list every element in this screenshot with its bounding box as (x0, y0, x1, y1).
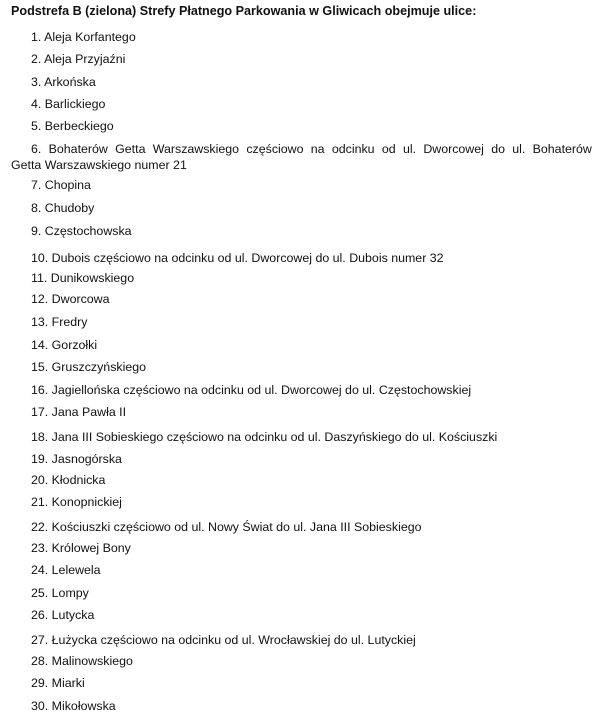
page-heading: Podstrefa B (zielona) Strefy Płatnego Parkowania w Gliwicach obejmuje ulice: (11, 4, 477, 18)
list-item-word: na (310, 142, 325, 156)
list-item-word: 6. (31, 142, 42, 156)
list-item (0, 472, 604, 488)
list-item-text: 5. Berbeckiego (31, 119, 114, 133)
list-item-text: 13. Fredry (31, 315, 88, 329)
list-item-text: 7. Chopina (31, 178, 91, 192)
list-item-text: 11. Dunikowskiego (31, 271, 135, 285)
list-item (0, 451, 604, 467)
list-item (0, 519, 604, 535)
list-item (0, 96, 604, 112)
list-item-text: 21. Konopnickiej (31, 495, 122, 509)
list-item-text: 20. Kłodnicka (31, 473, 106, 487)
list-item (0, 698, 604, 714)
list-item (0, 404, 604, 420)
list-item-text: 15. Gruszczyńskiego (31, 360, 147, 374)
list-item (0, 223, 604, 239)
list-item-line: Getta Warszawskiego numer 21 (11, 158, 187, 172)
list-item (0, 632, 604, 648)
list-item-word: Bohaterów (532, 142, 592, 156)
list-item-word: ul. (512, 142, 526, 156)
list-item-text: 16. Jagiellońska częściowo na odcinku od ul. Dworcowej do ul. Częstochowskiej (31, 383, 472, 397)
list-item-text: 12. Dworcowa (31, 292, 110, 306)
list-item (0, 270, 604, 286)
list-item-text: 10. Dubois częściowo na odcinku od ul. Dworcowej do ul. Dubois numer 32 (31, 251, 444, 265)
list-item-text: 9. Częstochowska (31, 224, 132, 238)
list-item-word: odcinku (331, 142, 375, 156)
list-item-text: 1. Aleja Korfantego (31, 30, 136, 44)
list-item-text: 22. Kościuszki częściowo od ul. Nowy Świat do ul. Jana III Sobieskiego (31, 520, 422, 534)
list-item-text: 24. Lelewela (31, 563, 101, 577)
list-item-text: 3. Arkońska (31, 75, 96, 89)
list-item (0, 314, 604, 330)
list-item (0, 675, 604, 691)
list-item-word: ul. (402, 142, 417, 156)
list-item-text: 14. Gorzołki (31, 338, 98, 352)
list-item-text: 8. Chudoby (31, 201, 95, 215)
list-item-word: Warszawskiego (152, 142, 240, 156)
list-item-text: 23. Królowej Bony (31, 541, 131, 555)
list-item-text: 19. Jasnogórska (31, 452, 122, 466)
list-item (0, 607, 604, 623)
list-item (0, 429, 604, 445)
list-item-text: 27. Łużycka częściowo na odcinku od ul. Wrocławskiej do ul. Lutyckiej (31, 633, 416, 647)
list-item-line (0, 141, 604, 157)
list-item (0, 291, 604, 307)
list-item (0, 118, 604, 134)
list-item-word: Bohaterów (48, 142, 108, 156)
list-item (0, 141, 604, 173)
list-item-word: do (491, 142, 505, 156)
list-item-word: Getta (115, 142, 146, 156)
list-item (0, 562, 604, 578)
list-item (0, 29, 604, 45)
list-item-text: 28. Malinowskiego (31, 654, 133, 668)
list-item (0, 250, 604, 266)
list-item-word: częściowo (246, 142, 304, 156)
list-item-text: 4. Barlickiego (31, 97, 106, 111)
list-item (0, 382, 604, 398)
list-item (0, 540, 604, 556)
list-item (0, 74, 604, 90)
list-item (0, 494, 604, 510)
list-item (0, 653, 604, 669)
list-item-text: 18. Jana III Sobieskiego częściowo na odcinku od ul. Daszyńskiego do ul. Kościuszki (31, 430, 498, 444)
list-item-text: 29. Miarki (31, 676, 85, 690)
list-item-text: 2. Aleja Przyjaźni (31, 52, 126, 66)
list-item-word: Dworcowej (423, 142, 484, 156)
list-item-text: 17. Jana Pawła II (31, 405, 127, 419)
list-item (0, 177, 604, 193)
list-item-word: od (381, 142, 396, 156)
list-item-text: 30. Mikołowska (31, 699, 116, 713)
list-item (0, 337, 604, 353)
list-item (0, 359, 604, 375)
list-item (0, 200, 604, 216)
list-item-text: 25. Lompy (31, 586, 89, 600)
list-item (0, 585, 604, 601)
list-item (0, 51, 604, 67)
list-item-text: 26. Lutycka (31, 608, 95, 622)
